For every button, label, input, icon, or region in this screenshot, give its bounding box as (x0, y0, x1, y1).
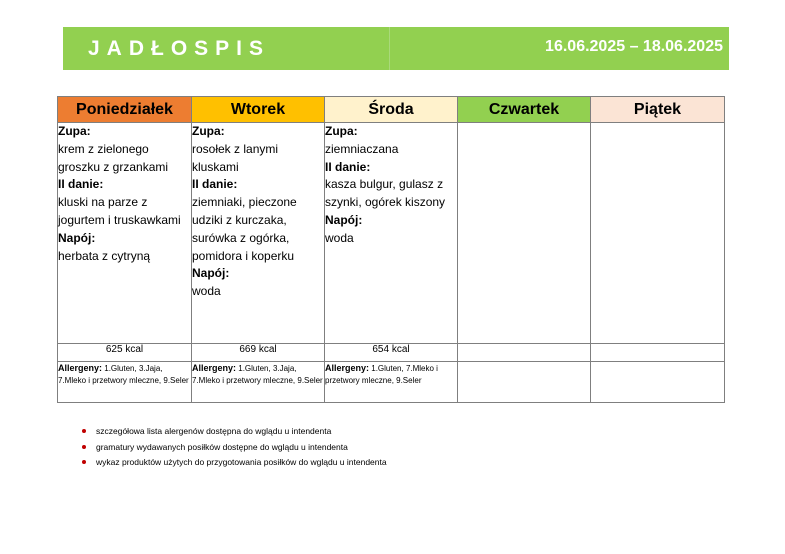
soup-label: Zupa: (192, 124, 225, 138)
day-header-monday: Poniedziałek (58, 97, 192, 123)
note-item (82, 455, 387, 471)
header-banner (63, 27, 729, 70)
allergens-wednesday (325, 362, 458, 403)
main-label: II danie: (325, 159, 371, 174)
drink-wednesday: woda (325, 230, 354, 245)
soup-tuesday: rosołek z lanymi kluskami (192, 141, 279, 174)
main-tuesday: ziemniaki, pieczone udziki z kurczaka, surówka z ogórka, pomidora i koperku (192, 195, 297, 263)
day-header-friday: Piątek (591, 97, 725, 123)
allergens-list-wednesday: 1.Gluten, 7.Mleko i przetwory mleczne, 9.Seler (325, 364, 438, 385)
note-item (82, 440, 387, 456)
allergens-monday (58, 362, 192, 403)
allergens-friday (591, 362, 725, 403)
soup-label: Zupa: (58, 124, 91, 138)
allergens-list-monday: 1.Gluten, 3.Jaja, 7.Mleko i przetwory mleczne, 9.Seler (58, 364, 189, 385)
date-range: 16.06.2025 – 18.06.2025 (545, 38, 723, 55)
note-item (82, 424, 387, 440)
day-header-thursday: Czwartek (458, 97, 591, 123)
bullet-icon (82, 460, 86, 464)
drink-label: Napój: (325, 212, 363, 227)
kcal-thursday (458, 344, 591, 362)
main-monday: kluski na parze z jogurtem i truskawkami (58, 195, 181, 227)
kcal-row (58, 344, 725, 362)
menu-table (57, 96, 725, 403)
drink-monday: herbata z cytryną (58, 248, 151, 263)
notes-list (82, 424, 387, 471)
meal-cell-friday (591, 123, 725, 344)
page-title: JADŁOSPIS (88, 37, 271, 60)
meal-cell-tuesday (192, 123, 325, 344)
kcal-monday: 625 kcal (58, 344, 192, 362)
day-header-row (58, 97, 725, 123)
kcal-tuesday: 669 kcal (192, 344, 325, 362)
allergens-tuesday (192, 362, 325, 403)
day-header-wednesday: Środa (325, 97, 458, 123)
soup-wednesday: ziemniaczana (325, 141, 399, 156)
bullet-icon (82, 429, 86, 433)
meal-cell-wednesday (325, 123, 458, 344)
meal-row (58, 123, 725, 344)
main-wednesday: kasza bulgur, gulasz z szynki, ogórek kiszony (325, 177, 446, 210)
soup-monday: krem z zielonego groszku z grzankami (58, 141, 169, 174)
allergens-thursday (458, 362, 591, 403)
allergens-label: Allergeny: (325, 363, 370, 373)
note-text: gramatury wydawanych posiłków dostępne do wglądu u intendenta (96, 441, 348, 452)
allergens-list-tuesday: 1.Gluten, 3.Jaja, 7.Mleko i przetwory mleczne, 9.Seler (192, 364, 323, 385)
allergens-label: Allergeny: (192, 363, 237, 373)
banner-divider (389, 27, 390, 70)
allergens-row (58, 362, 725, 403)
drink-label: Napój: (192, 266, 230, 281)
day-header-tuesday: Wtorek (192, 97, 325, 123)
allergens-label: Allergeny: (58, 363, 103, 373)
main-label: II danie: (58, 177, 104, 192)
kcal-friday (591, 344, 725, 362)
soup-label: Zupa: (325, 124, 358, 138)
note-text: szczegółowa lista alergenów dostępna do wglądu u intendenta (96, 426, 332, 436)
note-text: wykaz produktów użytych do przygotowania posiłków do wglądu u intendenta (96, 457, 387, 467)
bullet-icon (82, 445, 86, 449)
meal-cell-monday (58, 123, 192, 344)
drink-tuesday: woda (192, 284, 221, 299)
kcal-wednesday: 654 kcal (325, 344, 458, 362)
meal-cell-thursday (458, 123, 591, 344)
drink-label: Napój: (58, 230, 96, 245)
main-label: II danie: (192, 177, 238, 192)
